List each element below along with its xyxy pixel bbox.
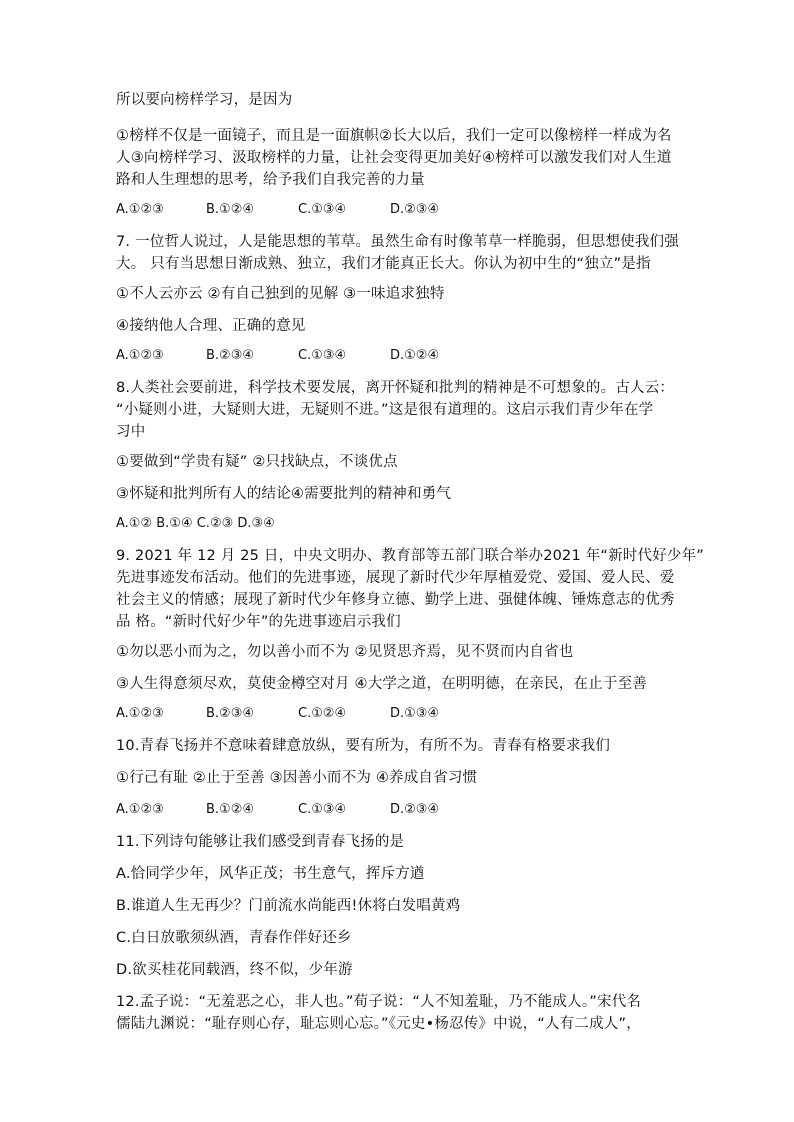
option-c[interactable]: C.①③④ [298,802,347,817]
q6-statement-line: ①榜样不仅是一面镜子，而且是一面旗帜②长大以后，我们一定可以像榜样一样成为名 [116,128,672,144]
option-a[interactable]: A.①②③ [116,348,164,363]
option-b[interactable]: B.①②④ [206,802,255,817]
option-d[interactable]: D.①③④ [390,706,440,721]
q11-option-c[interactable]: C.白日放歌须纵酒，青春作伴好还乡 [116,930,352,946]
q7-stem-line: 7. 一位哲人说过，人是能思想的苇草。虽然生命有时像苇草一样脆弱，但思想使我们强 [116,234,679,250]
q6-intro: 所以要向榜样学习，是因为 [116,92,293,108]
q7-stem-line: 大。 只有当思想日渐成熟、独立，我们才能真正长大。你认为初中生的“独立”是指 [116,256,651,272]
option-c[interactable]: C.①③④ [298,348,347,363]
option-a[interactable]: A.①②③ [116,802,164,817]
q9-stem-line: 品 格。“新时代好少年”的先进事迹启示我们 [116,614,401,630]
option-a[interactable]: A.①②③ [116,706,164,721]
q7-options [116,346,439,366]
q11-option-a[interactable]: A.恰同学少年，风华正茂；书生意气，挥斥方遒 [116,866,425,882]
option-d[interactable]: D.①②④ [390,348,440,363]
q11-option-d[interactable]: D.欲买桂花同载酒，终不似，少年游 [116,962,353,978]
q10-stem-line: 10.青春飞扬并不意味着肆意放纵，要有所为，有所不为。青春有格要求我们 [116,738,611,754]
option-a[interactable]: A.①②③ [116,202,164,217]
q8-statement-line: ③怀疑和批判所有人的结论④需要批判的精神和勇气 [116,486,452,502]
q8-stem-line: “小疑则小进，大疑则大进，无疑则不进。”这是很有道理的。这启示我们青少年在学 [116,402,654,418]
option-b[interactable]: B.②③④ [206,348,255,363]
q11-option-b[interactable]: B.谁道人生无再少？门前流水尚能西!休将白发唱黄鸡 [116,898,461,914]
option-d[interactable]: D.②③④ [390,202,440,217]
q6-options [116,200,439,220]
q9-stem-line: 9. 2021 年 12 月 25 日，中央文明办、教育部等五部门联合举办2021 年“新时代好少年” [116,548,705,564]
q6-statement-line: 人③向榜样学习、汲取榜样的力量，让社会变得更加美好④榜样可以激发我们对人生道 [116,150,672,166]
option-d[interactable]: D.②③④ [390,802,440,817]
q9-statement-line: ①勿以恶小而为之，勿以善小而不为 ②见贤思齐焉，见不贤而内自省也 [116,644,574,660]
q6-statement-line: 路和人生理想的思考，给予我们自我完善的力量 [116,172,425,188]
q8-stem-line: 习中 [116,424,146,440]
q11-stem-line: 11.下列诗句能够让我们感受到青春飞扬的是 [116,834,405,850]
option-c[interactable]: C.①②④ [298,706,347,721]
q10-options [116,800,439,820]
q8-stem-line: 8.人类社会要前进，科学技术要发展，离开怀疑和批判的精神是不可想象的。古人云： [116,380,675,396]
q7-statement-line: ④接纳他人合理、正确的意见 [116,318,306,334]
q10-statement-line: ①行己有耻 ②止于至善 ③因善小而不为 ④养成自省习惯 [116,770,478,786]
option-b[interactable]: B.②③④ [206,706,255,721]
q9-stem-line: 社会主义的情感；展现了新时代少年修身立德、勤学上进、强健体魄、锤炼意志的优秀 [116,592,675,608]
option-c[interactable]: C.①③④ [298,202,347,217]
option-b[interactable]: B.①②④ [206,202,255,217]
q9-statement-line: ③人生得意须尽欢，莫使金樽空对月 ④大学之道，在明明德，在亲民，在止于至善 [116,676,648,692]
q9-stem-line: 先进事迹发布活动。他们的先进事迹，展现了新时代少年厚植爱党、爱国、爱人民、爱 [116,570,675,586]
q12-stem-line: 儒陆九渊说：“耻存则心存，耻忘则心忘。”《元史•杨忍传》中说，“人有二成人”， [116,1016,641,1032]
q9-options [116,704,439,724]
q8-options[interactable]: A.①② B.①④ C.②③ D.③④ [116,516,275,531]
q12-stem-line: 12.孟子说：“无羞恶之心，非人也。”荀子说：“人不知羞耻，乃不能成人。”宋代名 [116,994,642,1010]
q8-statement-line: ①要做到“学贵有疑” ②只找缺点，不谈优点 [116,454,398,470]
q7-statement-line: ①不人云亦云 ②有自己独到的见解 ③一味追求独特 [116,286,445,302]
